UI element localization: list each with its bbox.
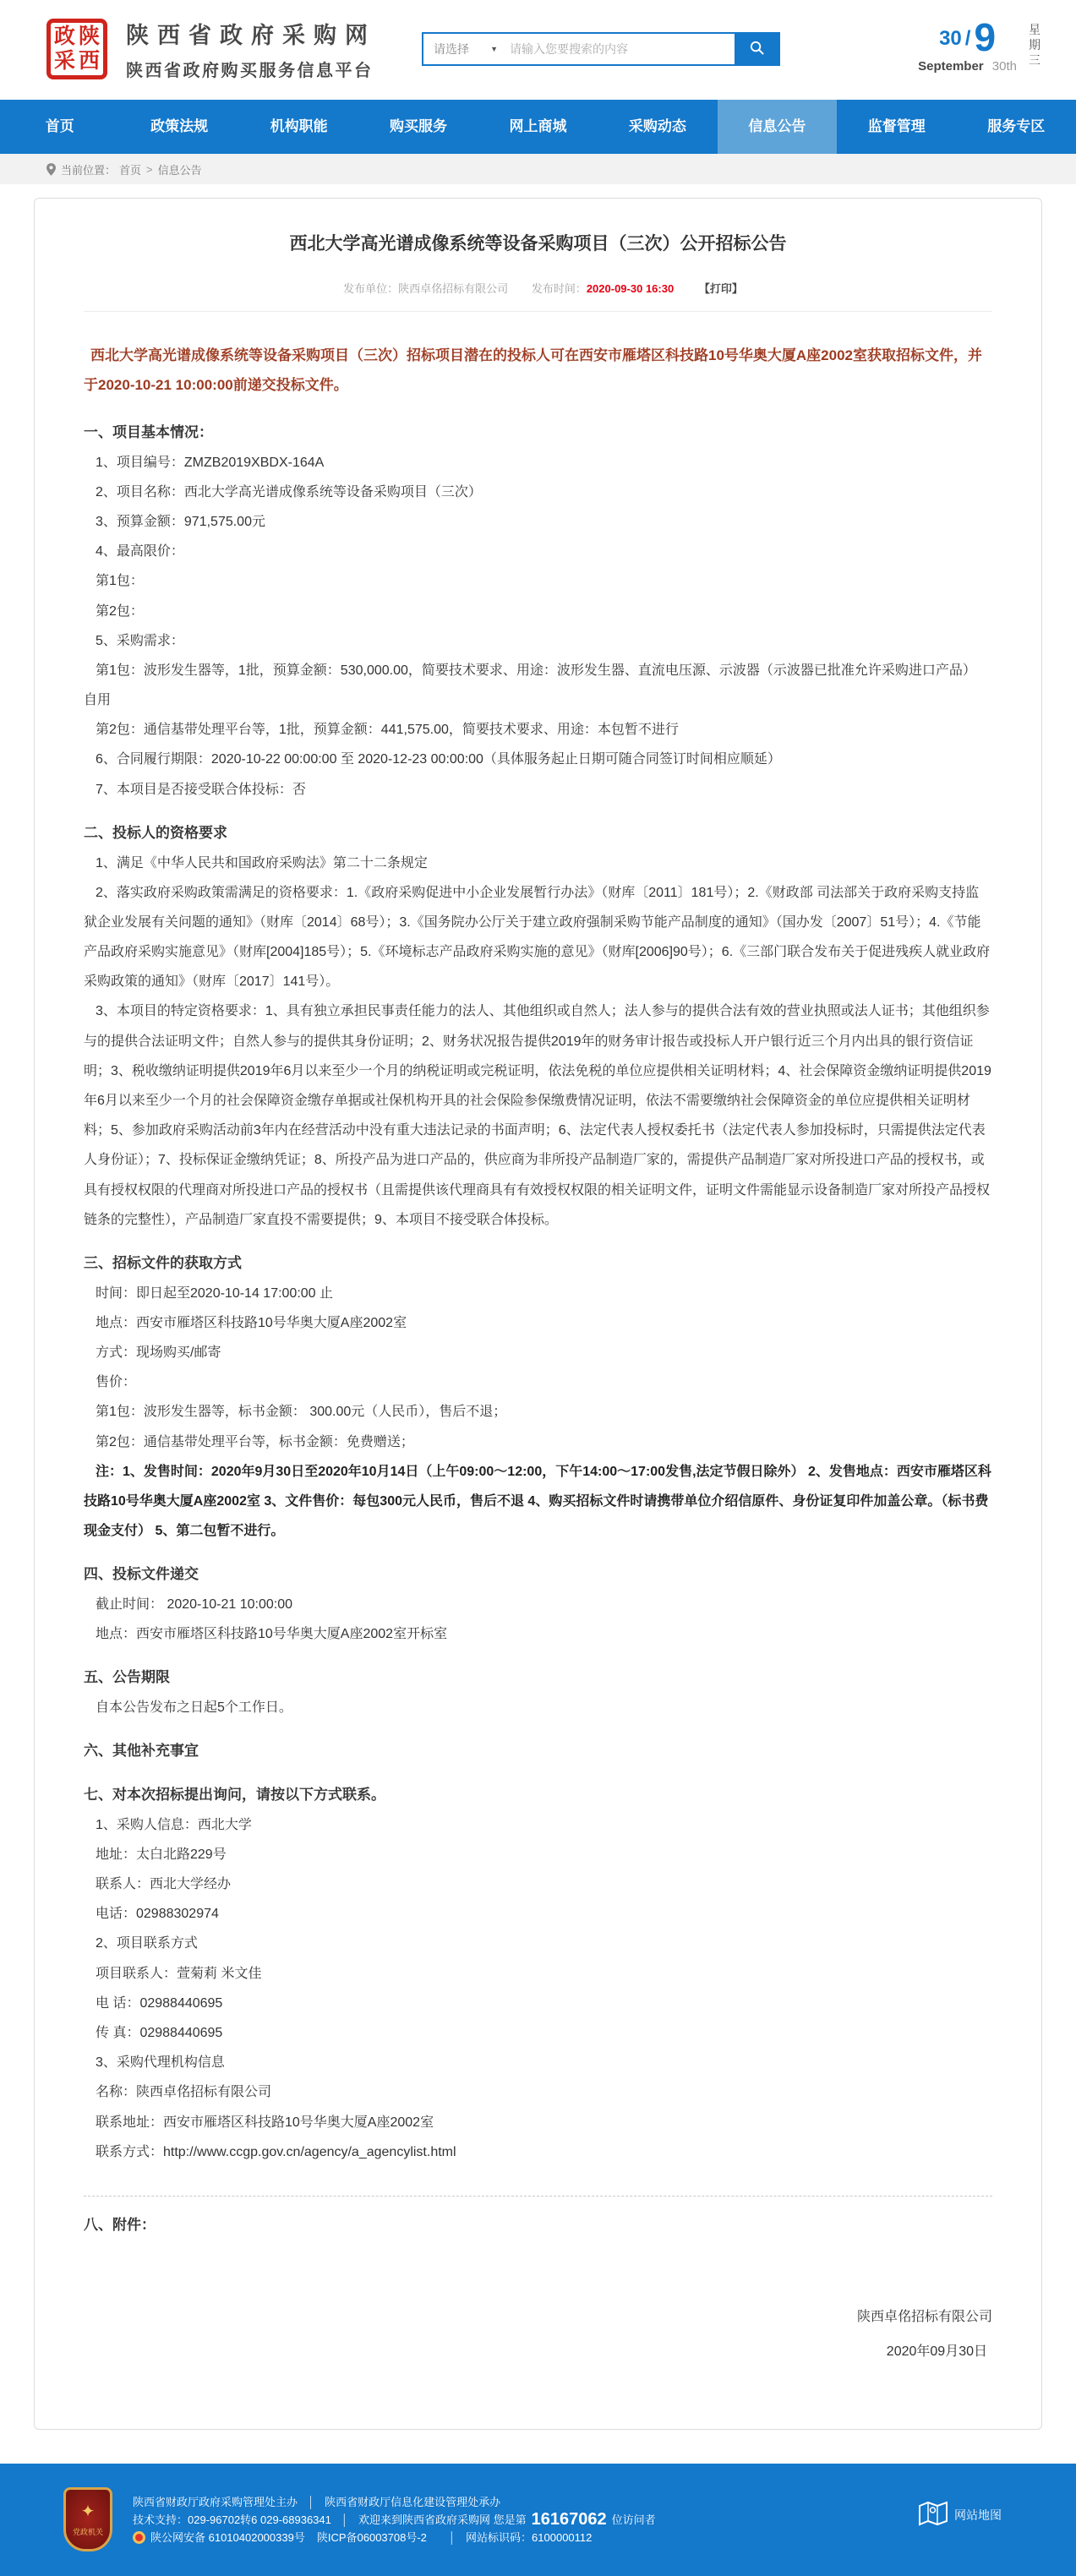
body-block: 七、对本次招标提出询问，请按以下方式联系。 (84, 1786, 385, 1803)
nav-item[interactable]: 政策法规 (150, 118, 209, 134)
body-block: 项目联系人：萱菊莉 米文佳 (96, 1966, 262, 1981)
body-block: 6、合同履行期限：2020-10-22 00:00:00 至 2020-12-23 00:00:00（具体服务起止日期可随合同签订时间相应顺延） (96, 752, 781, 767)
body-block: 注：1、发售时间：2020年9月30日至2020年10月14日（上午09:00～12:00，下午14:00～17:00发售,法定节假日除外） 2、发售地点：西安市雁塔区科技路10号华奥大厦A座2002室 3、文件售价：每包300元人民币，售后不退 4、购买招标文件时请携带单位介绍信原件、身份证复印件加盖公章。（标书费现金支付） 5、第二包暂不进行。 (84, 1464, 991, 1539)
body-block: 2、落实政府采购政策需满足的资格要求：1.《政府采购促进中小企业发展暂行办法》（财库〔2011〕181号）；2.《财政部 司法部关于政府采购支持监狱企业发展有关问题的通知》（财库〔2014〕68号）；3.《国务院办公厅关于建立政府强制采购节能产品制度的通知》（国办发〔2007〕51号）；4.《节能产品政府采购实施意见》（财库[2004]185号）；5.《环境标志产品政府采购实施的意见》（财库[2006]90号）；6.《三部门联合发布关于促进残疾人就业政府采购政策的通知》（财库〔2017〕141号）。 (84, 885, 991, 990)
site-subtitle: 陕西省政府购买服务信息平台 (126, 62, 374, 80)
body-block: 第2包：通信基带处理平台等，1批，预算金额：441,575.00，简要技术要求、用途：本包暂不进行 (96, 723, 679, 738)
footer-line-registration (133, 2531, 656, 2544)
search-icon (749, 40, 765, 58)
body-block: 1、采购人信息：西北大学 (96, 1817, 252, 1832)
body-block: 5、采购需求： (96, 633, 184, 648)
breadcrumb-home-link[interactable]: 首页 (119, 163, 142, 177)
seal-logo-icon (46, 19, 107, 79)
chevron-down-icon: ▼ (490, 45, 498, 53)
seal-char: 政 (53, 25, 75, 48)
search-box (422, 32, 780, 66)
body-block: 自本公告发布之日起5个工作日。 (96, 1700, 292, 1716)
seal-char: 西 (78, 50, 100, 73)
search-button[interactable] (735, 34, 778, 64)
body-block: 第1包：波形发生器等，标书金额： 300.00元（人民币），售后不退； (96, 1405, 507, 1420)
date-month-name: September (918, 59, 984, 74)
search-select-label: 请选择 (434, 42, 469, 56)
breadcrumb-current[interactable]: 信息公告 (157, 163, 202, 177)
body-block: 地址：太白北路229号 (96, 1847, 227, 1862)
date-day: 30 (939, 27, 962, 50)
body-block: 3、采购代理机构信息 (96, 2055, 225, 2071)
map-icon (919, 2501, 948, 2530)
sitemap-link[interactable] (919, 2501, 1002, 2530)
body-block: 联系地址：西安市雁塔区科技路10号华奥大厦A座2002室 (96, 2115, 434, 2130)
signature-company: 陕西卓佲招标有限公司 (856, 2309, 992, 2324)
body-block[interactable]: 联系方式：http://www.ccgp.gov.cn/agency/a_agencylist.html (96, 2144, 456, 2159)
body-block: 方式：现场购买/邮寄 (96, 1345, 221, 1360)
body-block: 六、其他补充事宜 (84, 1743, 199, 1760)
body-block: 截止时间： 2020-10-21 10:00:00 (96, 1597, 293, 1612)
body-block: 3、预算金额：971,575.00元 (96, 514, 265, 529)
body-block: 八、附件： (84, 2216, 156, 2233)
footer-line-support (133, 2509, 656, 2529)
seal-char: 采 (53, 50, 75, 73)
body-block: 第2包： (96, 603, 144, 619)
footer-co-organizer: 陕西省财政厅信息化建设管理处承办 (325, 2495, 501, 2508)
site-header (0, 0, 1076, 100)
body-block: 2、项目联系方式 (96, 1936, 198, 1951)
nav-item[interactable]: 首页 (45, 118, 74, 134)
body-block: 二、投标人的资格要求 (84, 824, 227, 841)
body-block: 电话：02988302974 (96, 1907, 219, 1922)
body-block (84, 2196, 992, 2197)
date-weekday: 星期三 (1029, 23, 1040, 67)
publish-time-label: 发布时间： (531, 281, 587, 295)
date-separator: / (964, 27, 971, 50)
nav-item[interactable]: 监督管理 (867, 118, 926, 134)
emblem-star-icon: ✦ (80, 2502, 96, 2521)
body-block: 传 真：02988440695 (96, 2025, 223, 2040)
body-block: 1、项目编号：ZMZB2019XBDX-164A (96, 455, 325, 470)
breadcrumb (0, 154, 1076, 184)
visitor-count: 16167062 (531, 2509, 607, 2529)
publisher-label: 发布单位： (343, 281, 399, 295)
page-title: 西北大学高光谱成像系统等设备采购项目（三次）公开招标公告 (289, 234, 787, 254)
government-emblem-icon (63, 2487, 112, 2551)
date-month-number: 9 (974, 15, 997, 59)
police-badge-icon (133, 2531, 145, 2544)
footer-divider: │ (448, 2530, 456, 2544)
body-block: 名称：陕西卓佲招标有限公司 (96, 2085, 272, 2100)
location-pin-icon (46, 163, 56, 176)
site-identifier-code: 网站标识码：6100000112 (466, 2530, 593, 2544)
publisher-value: 陕西卓佲招标有限公司 (398, 281, 509, 295)
body-block: 地点：西安市雁塔区科技路10号华奥大厦A座2002室开标室 (96, 1627, 448, 1642)
footer-divider: │ (341, 2513, 348, 2526)
body-block: 地点：西安市雁塔区科技路10号华奥大厦A座2002室 (96, 1315, 407, 1330)
body-block: 五、公告期限 (84, 1669, 170, 1686)
footer-divider: │ (308, 2495, 315, 2508)
body-block: 一、项目基本情况： (84, 423, 213, 440)
body-block: 三、招标文件的获取方式 (84, 1254, 242, 1271)
nav-item[interactable]: 购买服务 (390, 118, 448, 134)
body-block: 售价： (96, 1375, 137, 1390)
footer-visitor-suffix: 位访问者 (611, 2513, 656, 2526)
announcement-summary: 西北大学高光谱成像系统等设备采购项目（三次）招标项目潜在的投标人可在西安市雁塔区科技路10号华奥大厦A座2002室获取招标文件，并于2020-10-21 10:00:00前递交投标文件。 (84, 347, 983, 394)
body-block: 电 话：02988440695 (96, 1995, 223, 2011)
body-block: 3、本项目的特定资格要求：1、具有独立承担民事责任能力的法人、其他组织或自然人；法人参与的提供合法有效的营业执照或法人证书；其他组织参与的提供合法证明文件；自然人参与的提供其身份证明；2、财务状况报告提供2019年的财务审计报告或投标人开户银行近三个月内出具的银行资信证明；3、税收缴纳证明提供2019年6月以来至少一个月的纳税证明或完税证明，依法免税的单位应提供相关证明材料；4、社会保障资金缴纳证明提供2019年6月以来至少一个月的社会保障资金缴存单据或社保机构开具的社会保险参保缴费情况证明，依法不需要缴纳社会保障资金的单位应提供相关证明材料；5、参加政府采购活动前3年内在经营活动中没有重大违法记录的书面声明；6、法定代表人授权委托书（法定代表人参加投标时，只需提供法定代表人身份证）；7、投标保证金缴纳凭证；8、所投产品为进口产品的，供应商为非所投产品制造厂家的，需提供产品制造厂家对所投进口产品的授权书，或具有授权权限的代理商对所投进口产品的授权书（且需提供该代理商具有有效授权权限的相关证明文件，证明文件需能显示设备制造厂家对所投产品授权链条的完整性），产品制造厂家直投不需要提供；9、本项目不接受联合体投标。 (84, 1004, 991, 1227)
footer-tech-support: 技术支持：029-96702转6 029-68936341 (133, 2513, 331, 2526)
icp-record-link[interactable]: 陕ICP备06003708号-2 (316, 2530, 427, 2544)
date-ordinal: 30th (991, 59, 1017, 74)
footer-line-organizers (133, 2496, 656, 2508)
nav-item[interactable]: 采购动态 (628, 118, 686, 134)
footer-organizer: 陕西省财政厅政府采购管理处主办 (133, 2495, 298, 2508)
body-block: 联系人：西北大学经办 (96, 1877, 232, 1891)
seal-char: 陕 (78, 25, 100, 48)
nav-item[interactable]: 机构职能 (270, 118, 328, 134)
signature-date: 2020年09月30日 (886, 2344, 987, 2360)
body-block: 2、项目名称：西北大学高光谱成像系统等设备采购项目（三次） (96, 484, 482, 499)
body-block: 四、投标文件递交 (84, 1566, 199, 1583)
search-input[interactable] (505, 34, 735, 64)
announcement-body (84, 418, 992, 2240)
date-widget (918, 15, 1042, 74)
body-block: 4、最高限价： (96, 544, 184, 559)
public-security-record-link[interactable]: 陕公网安备 61010402000339号 (150, 2530, 305, 2544)
body-block: 第1包： (96, 574, 144, 589)
breadcrumb-prefix: 当前位置： (61, 163, 117, 177)
body-block: 1、满足《中华人民共和国政府采购法》第二十二条规定 (96, 855, 428, 870)
site-footer (0, 2464, 1076, 2576)
main-nav (0, 100, 1076, 154)
breadcrumb-separator: > (146, 162, 153, 176)
body-block: 7、本项目是否接受联合体投标：否 (96, 782, 306, 797)
site-title: 陕西省政府采购网 (126, 23, 376, 48)
site-logo[interactable] (46, 17, 376, 81)
print-button[interactable]: 【打印】 (698, 281, 743, 295)
nav-item[interactable]: 服务专区 (987, 118, 1046, 134)
search-category-select[interactable] (423, 34, 505, 64)
nav-item[interactable]: 网上商城 (509, 118, 567, 134)
announcement-card (34, 198, 1042, 2430)
signature-block (84, 2300, 992, 2370)
body-block: 第2包：通信基带处理平台等，标书金额：免费赠送； (96, 1434, 414, 1449)
nav-item[interactable]: 信息公告 (718, 100, 837, 154)
publish-time-value: 2020-09-30 16:30 (586, 281, 675, 295)
footer-visitor-text: 欢迎来到陕西省政府采购网 您是第 (358, 2513, 527, 2526)
body-block: 时间：即日起至2020-10-14 17:00:00 止 (96, 1285, 334, 1301)
emblem-label: 党政机关 (72, 2527, 103, 2536)
sitemap-label: 网站地图 (954, 2508, 1002, 2523)
body-block: 第1包：波形发生器等，1批，预算金额：530,000.00，简要技术要求、用途：波形发生器、直流电压源、示波器（示波器已批准允许采购进口产品） 自用 (84, 663, 976, 708)
article-meta (84, 280, 992, 312)
